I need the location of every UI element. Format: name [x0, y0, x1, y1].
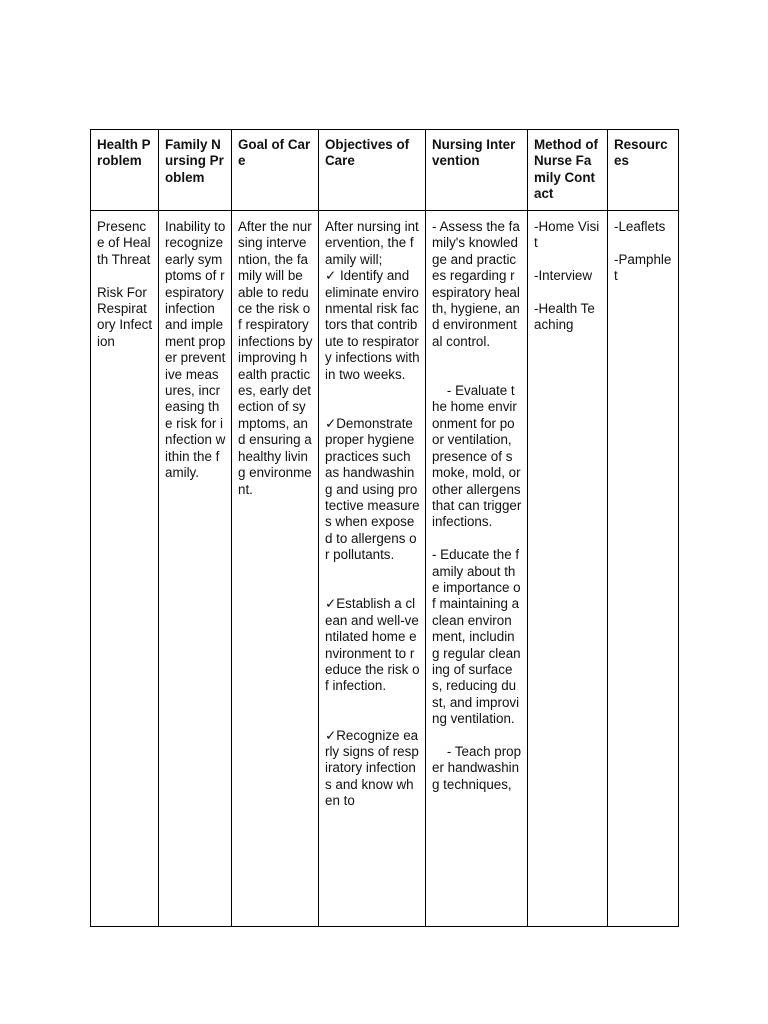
- cell-goal-of-care: [232, 211, 319, 927]
- header-nursing-intervention: Nursing Intervention: [426, 130, 528, 211]
- cell-line: Presence of Health Threat: [97, 219, 151, 267]
- cell-line: [432, 531, 522, 547]
- header-goal-of-care: Goal of Care: [232, 130, 319, 211]
- cell-line: -Leaflets: [614, 219, 666, 234]
- cell-line: [325, 399, 420, 415]
- header-family-nursing-problem: Family Nursing Problem: [159, 130, 232, 211]
- cell-line: ✓Recognize early signs of respiratory infections and know when to: [325, 727, 419, 809]
- cell-line: -Home Visit: [534, 219, 600, 251]
- cell-line: [432, 728, 522, 744]
- cell-line: [325, 580, 420, 596]
- cell-objectives-of-care: [319, 211, 426, 927]
- cell-line: - Evaluate the home environment for poor ventilation, presence of smoke, mold, or other allergens that can trigger infections.: [432, 383, 526, 530]
- cell-line: [325, 564, 420, 580]
- cell-line: After the nursing intervention, the family will be able to reduce the risk of respiratory infections by improving health practices, early detection of symptoms, and ensuring a healthy living environment.: [238, 219, 317, 497]
- cell-line: ✓Demonstrate proper hygiene practices such as handwashing and using protective measures when exposed to allergens or pollutants.: [325, 415, 420, 563]
- cell-line: ✓Establish a clean and well-ventilated home environment to reduce the risk of infection.: [325, 596, 420, 694]
- cell-line: Risk For Respiratory Infection: [97, 284, 153, 349]
- cell-health-problem: [91, 211, 159, 927]
- cell-line: - Educate the family about the importance of maintaining a clean environment, including regular cleaning of surfaces, reducing dust, and improving ventilation.: [432, 547, 523, 727]
- cell-line: [325, 383, 420, 399]
- header-health-problem: Health Problem: [91, 130, 159, 211]
- cell-line: -Pamphlet: [614, 251, 672, 284]
- cell-line: -Interview: [534, 268, 593, 284]
- cell-line: [325, 695, 420, 711]
- cell-line: [325, 711, 420, 727]
- cell-line: [534, 285, 602, 301]
- cell-method-of-contact: [528, 211, 608, 927]
- cell-line: [432, 350, 522, 366]
- cell-line: [614, 235, 673, 251]
- cell-nursing-intervention: [426, 211, 528, 927]
- cell-line: After nursing intervention, the family will;: [325, 219, 419, 267]
- cell-line: - Assess the family's knowledge and practices regarding respiratory health, hygiene, and environmental control.: [432, 219, 520, 349]
- cell-line: Inability to recognize early symptoms of respiratory infection and implement proper preventive measures, increasing the risk for infection within the family.: [165, 219, 230, 481]
- cell-line: [432, 367, 522, 383]
- cell-line: -Health Teaching: [534, 301, 595, 333]
- table-row: [91, 211, 679, 927]
- header-objectives-of-care: Objectives of Care: [319, 130, 426, 211]
- header-resources: Resources: [608, 130, 679, 211]
- cell-family-nursing-problem: [159, 211, 232, 927]
- header-method-of-contact: Method of Nurse Family Contact: [528, 130, 608, 211]
- header-row: [91, 130, 679, 211]
- cell-line: [97, 268, 153, 284]
- cell-line: ✓ Identify and eliminate environmental risk factors that contribute to respiratory infections within two weeks.: [325, 268, 420, 382]
- family-care-plan-table: [90, 129, 679, 927]
- cell-line: [534, 252, 602, 268]
- cell-resources: [608, 211, 679, 927]
- cell-line: - Teach proper handwashing techniques,: [432, 744, 522, 792]
